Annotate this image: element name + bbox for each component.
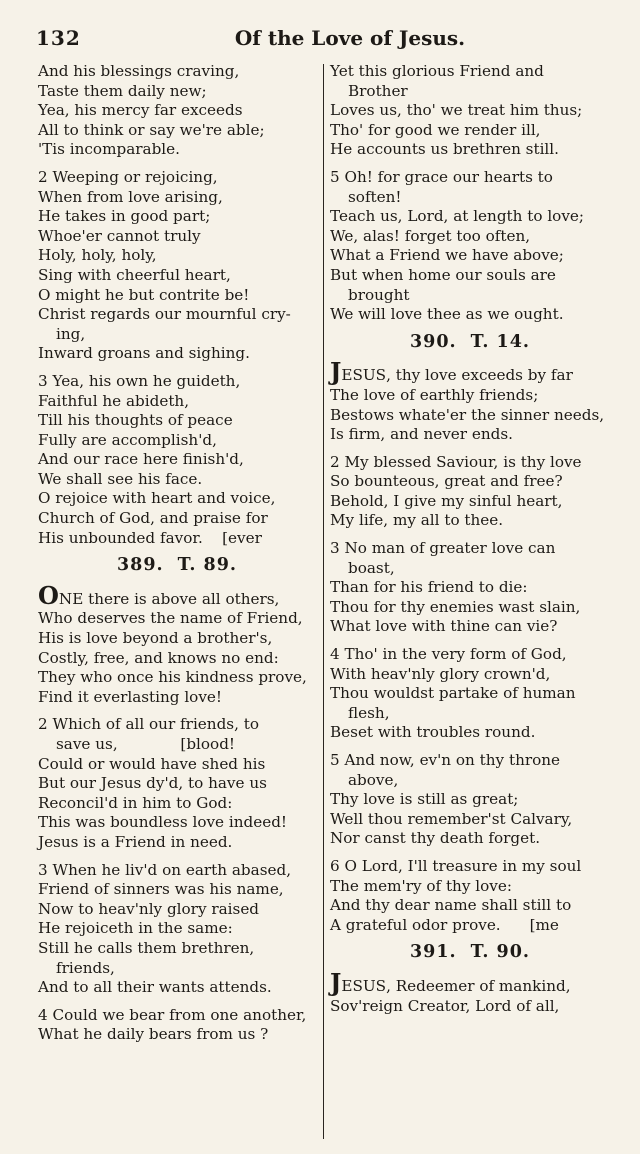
stanza-1 bbox=[38, 580, 316, 708]
hymn-tune: T. 90. bbox=[470, 942, 531, 963]
verse-line: His unbounded favor. [ever bbox=[38, 528, 262, 547]
first-line bbox=[38, 580, 316, 610]
first-word-caps: ESUS bbox=[341, 366, 387, 385]
verse-line: Is firm, and never ends. bbox=[330, 425, 513, 444]
verse-line: Could or would have shed his bbox=[38, 754, 266, 773]
verse-line: 4 Tho' in the very form of God, bbox=[330, 645, 567, 664]
first-line-rest: , Redeemer of mankind, bbox=[386, 976, 571, 995]
stanza-5 bbox=[330, 751, 610, 849]
verse-line: They who once his kindness prove, bbox=[38, 668, 307, 687]
verse-line: O rejoice with heart and voice, bbox=[38, 489, 276, 508]
drop-cap: J bbox=[330, 357, 342, 387]
verse-line: Bestows whate'er the sinner needs, bbox=[330, 405, 605, 424]
verse-line: Find it everlasting love! bbox=[38, 687, 223, 706]
verse-line: And his blessings craving, bbox=[38, 62, 240, 80]
verse-line: We shall see his face. bbox=[38, 469, 203, 488]
hymn-number: 389. bbox=[116, 555, 164, 576]
verse-line: But our Jesus dy'd, to have us bbox=[38, 774, 267, 793]
verse-line: Beset with troubles round. bbox=[330, 723, 536, 742]
verse-line: Till his thoughts of peace bbox=[38, 411, 233, 430]
verse-line: Fully are accomplish'd, bbox=[38, 430, 217, 449]
hymn-tune: T. 89. bbox=[177, 555, 238, 576]
stanza-1 bbox=[330, 967, 610, 1016]
verse-line: What he daily bears from us ? bbox=[38, 1025, 269, 1044]
verse-line: Thy love is still as great; bbox=[330, 790, 519, 809]
verse-line: His is love beyond a brother's, bbox=[38, 629, 273, 648]
drop-cap: J bbox=[330, 967, 342, 997]
verse-line: save us, [blood! bbox=[56, 735, 236, 753]
verse-line: soften! bbox=[348, 187, 402, 206]
verse-line: 6 O Lord, I'll treasure in my soul bbox=[330, 856, 582, 875]
verse-line: What love with thine can vie? bbox=[330, 617, 558, 636]
first-line-rest: there is above all others, bbox=[83, 589, 280, 608]
verse-line: boast, bbox=[348, 558, 395, 577]
verse-line: 5 And now, ev'n on thy throne bbox=[330, 751, 561, 769]
verse-line: 3 When he liv'd on earth abased, bbox=[38, 860, 292, 879]
verse-line: Than for his friend to die: bbox=[330, 578, 528, 597]
verse-line: This was boundless love indeed! bbox=[38, 813, 288, 832]
verse-line: My life, my all to thee. bbox=[330, 511, 504, 530]
verse-line: Tho' for good we render ill, bbox=[330, 120, 541, 139]
verse-line: 2 My blessed Saviour, is thy love bbox=[330, 452, 582, 471]
hymn-heading-390 bbox=[330, 333, 610, 353]
hymn-heading-391 bbox=[330, 943, 610, 963]
verse-line: And thy dear name shall still to bbox=[330, 896, 572, 915]
hymn-tune: T. 14. bbox=[470, 331, 531, 352]
verse-line: above, bbox=[348, 770, 399, 789]
stanza-3 bbox=[38, 861, 316, 998]
verse-line: Yea, his mercy far exceeds bbox=[38, 101, 243, 120]
verse-line: Thou wouldst partake of human bbox=[330, 684, 576, 703]
verse-line: Nor canst thy death forget. bbox=[330, 829, 541, 848]
left-column bbox=[38, 62, 316, 1053]
verse-line: He accounts us brethren still. bbox=[330, 140, 559, 159]
page-title: Of the Love of Jesus. bbox=[234, 26, 466, 50]
verse-line: 'Tis incomparable. bbox=[38, 140, 180, 159]
verse-line: 3 Yea, his own he guideth, bbox=[38, 371, 241, 390]
verse-line: Reconcil'd in him to God: bbox=[38, 793, 233, 812]
verse-line: 4 Could we bear from one another, bbox=[38, 1005, 307, 1024]
verse-line: Jesus is a Friend in need. bbox=[38, 832, 233, 851]
verse-line: 2 Weeping or rejoicing, bbox=[38, 167, 218, 186]
verse-line: Faithful he abideth, bbox=[38, 391, 190, 410]
verse-line: brought bbox=[348, 285, 410, 304]
stanza-2 bbox=[330, 453, 610, 531]
first-word-caps: ESUS bbox=[341, 976, 387, 995]
stanza-continued bbox=[38, 62, 316, 160]
verse-line: Brother bbox=[348, 81, 408, 100]
verse-line: Well thou remember'st Calvary, bbox=[330, 809, 573, 828]
verse-line: Sing with cheerful heart, bbox=[38, 265, 231, 284]
verse-line: friends, bbox=[56, 958, 115, 977]
verse-line: Loves us, tho' we treat him thus; bbox=[330, 101, 583, 120]
stanza-4 bbox=[330, 645, 610, 743]
stanza-6 bbox=[330, 857, 610, 935]
stanza-1 bbox=[330, 357, 610, 444]
verse-line: ing, bbox=[56, 324, 86, 343]
verse-line: We will love thee as we ought. bbox=[330, 305, 564, 324]
verse-line: The love of earthly friends; bbox=[330, 385, 539, 404]
verse-line: Church of God, and praise for bbox=[38, 509, 268, 528]
hymn-number: 390. bbox=[409, 331, 457, 352]
verse-line: flesh, bbox=[348, 703, 390, 722]
verse-line: 5 Oh! for grace our hearts to bbox=[330, 167, 553, 186]
verse-line: Christ regards our mournful cry- bbox=[38, 305, 291, 324]
verse-line: With heav'nly glory crown'd, bbox=[330, 664, 551, 683]
verse-line: But when home our souls are bbox=[330, 265, 556, 284]
stanza-2 bbox=[38, 168, 316, 364]
stanza-2 bbox=[38, 715, 316, 852]
hymn-heading-389 bbox=[38, 556, 316, 576]
verse-line: All to think or say we're able; bbox=[38, 120, 265, 139]
hymn-number: 391. bbox=[409, 942, 457, 963]
page-number: 132 bbox=[36, 26, 81, 50]
verse-line: What a Friend we have above; bbox=[330, 246, 564, 265]
verse-line: Taste them daily new; bbox=[38, 81, 207, 100]
first-word-caps: NE bbox=[58, 589, 84, 608]
verse-line: Friend of sinners was his name, bbox=[38, 880, 284, 899]
verse-line: A grateful odor prove. [me bbox=[330, 915, 559, 934]
stanza-3 bbox=[330, 539, 610, 637]
verse-line: Who deserves the name of Friend, bbox=[38, 609, 303, 628]
verse-line: When from love arising, bbox=[38, 187, 223, 206]
verse-line: Sov'reign Creator, Lord of all, bbox=[330, 996, 560, 1015]
first-line bbox=[330, 357, 610, 387]
verse-line: 3 No man of greater love can bbox=[330, 539, 556, 558]
first-line-rest: , thy love exceeds by far bbox=[386, 366, 573, 385]
verse-line: Whoe'er cannot truly bbox=[38, 226, 201, 245]
verse-line: Teach us, Lord, at length to love; bbox=[330, 207, 585, 226]
stanza-3 bbox=[38, 372, 316, 548]
verse-line: Now to heav'nly glory raised bbox=[38, 899, 260, 918]
stanza-continued bbox=[330, 62, 610, 160]
verse-line: He rejoiceth in the same: bbox=[38, 919, 233, 938]
verse-line: Thou for thy enemies wast slain, bbox=[330, 597, 581, 616]
right-column bbox=[330, 62, 610, 1024]
verse-line: Still he calls them brethren, bbox=[38, 938, 255, 957]
verse-line: O might he but contrite be! bbox=[38, 285, 250, 304]
verse-line: And to all their wants attends. bbox=[38, 978, 272, 997]
verse-line: He takes in good part; bbox=[38, 207, 211, 226]
verse-line: The mem'ry of thy love: bbox=[330, 876, 512, 895]
verse-line: And our race here finish'd, bbox=[38, 450, 244, 469]
verse-line: We, alas! forget too often, bbox=[330, 226, 531, 245]
drop-cap: O bbox=[38, 580, 59, 610]
verse-line: Yet this glorious Friend and bbox=[330, 62, 544, 80]
first-line bbox=[330, 967, 610, 997]
verse-line: So bounteous, great and free? bbox=[330, 472, 563, 491]
verse-line: Holy, holy, holy, bbox=[38, 246, 157, 265]
stanza-4 bbox=[38, 1006, 316, 1045]
column-divider bbox=[323, 64, 324, 1139]
verse-line: 2 Which of all our friends, to bbox=[38, 715, 259, 734]
verse-line: Inward groans and sighing. bbox=[38, 344, 250, 363]
verse-line: Costly, free, and knows no end: bbox=[38, 648, 279, 667]
stanza-5 bbox=[330, 168, 610, 325]
verse-line: Behold, I give my sinful heart, bbox=[330, 491, 563, 510]
